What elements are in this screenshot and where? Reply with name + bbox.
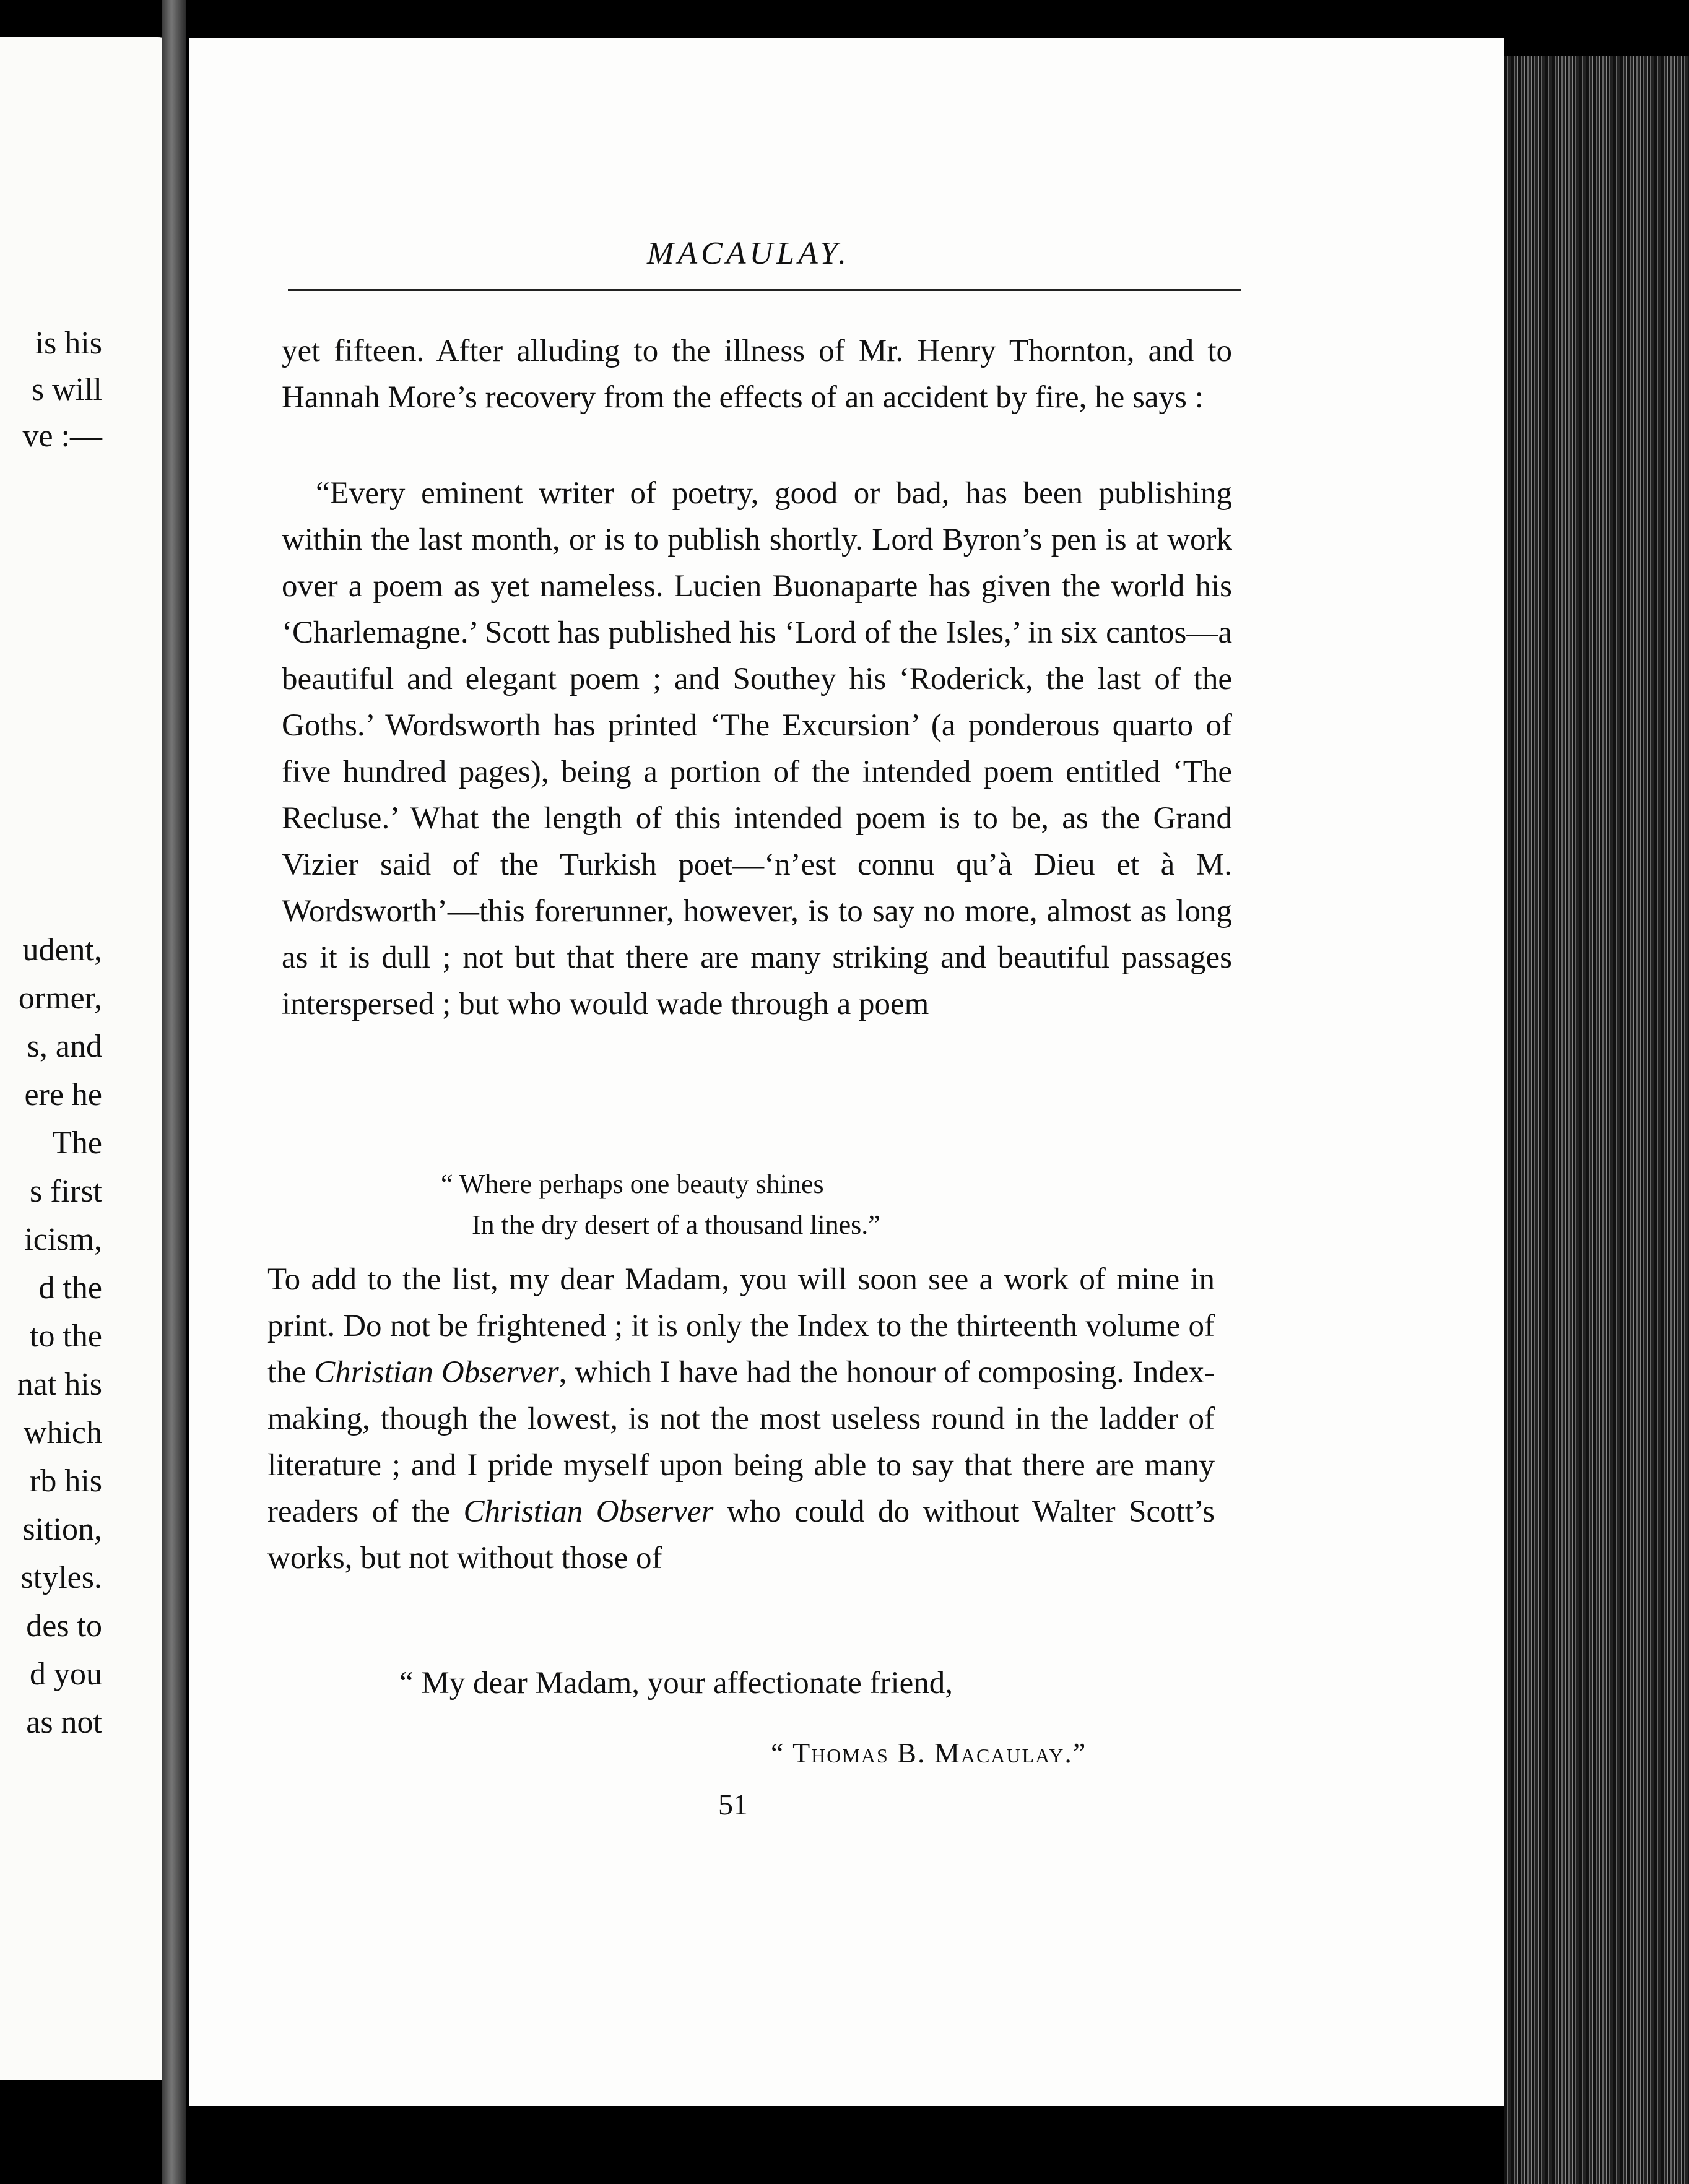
book-gutter xyxy=(162,0,186,2184)
previous-page-line: icism, xyxy=(24,1222,102,1257)
paragraph-index xyxy=(267,1257,1215,1582)
previous-page-line: sition, xyxy=(22,1512,102,1547)
poem-quotation xyxy=(441,1164,880,1246)
paragraph-opening: yet fifteen. After alluding to the illness of Mr. Henry Thornton, and to Hannah More’s recovery from the effects of an accident by fire, he says : xyxy=(282,334,1232,415)
previous-page-line: ormer, xyxy=(18,981,102,1016)
previous-page-line: nat his xyxy=(17,1367,102,1402)
page-edges xyxy=(1504,56,1689,2184)
paragraph-text: , which I have had the honour of composing. Index-making, though the lowest, is not the most useless round in the ladder of literature ; and I pride myself upon being able to say that there are many readers of the xyxy=(267,1355,1215,1529)
previous-page-line: des to xyxy=(26,1608,102,1644)
previous-page-line: as not xyxy=(26,1705,102,1740)
previous-page-line: s first xyxy=(30,1174,102,1209)
previous-page-line: The xyxy=(52,1125,102,1161)
header-rule xyxy=(288,289,1241,291)
page-number: 51 xyxy=(718,1788,748,1821)
book-title: Christian Observer xyxy=(463,1494,714,1529)
paragraph-text: To add to the list, my dear Madam, you will soon see a work of mine in print. Do not be frightened ; it is only the Index to the thirteenth volume of the xyxy=(267,1262,1215,1390)
running-head: MACAULAY. xyxy=(647,236,851,271)
previous-page-line: ere he xyxy=(24,1077,102,1112)
previous-page-line: udent, xyxy=(22,932,102,968)
previous-page-line: rb his xyxy=(30,1463,102,1499)
poem-line: In the dry desert of a thousand lines.” xyxy=(472,1210,880,1240)
book-title: Christian Observer xyxy=(314,1355,559,1390)
previous-page-line: which xyxy=(23,1415,102,1450)
letter-closing: “ My dear Madam, your affectionate friend, xyxy=(399,1666,953,1701)
previous-page-line: d you xyxy=(30,1657,102,1692)
previous-page-line: s will xyxy=(31,372,102,407)
previous-page-line: to the xyxy=(30,1319,102,1354)
poem-line: “ Where perhaps one beauty shines xyxy=(441,1169,824,1199)
paragraph-text: who could do without Walter Scott’s works, but not without those of xyxy=(267,1494,1215,1575)
previous-page-line: is his xyxy=(35,326,102,361)
letter-signature: “ Thomas B. Macaulay.” xyxy=(771,1737,1087,1769)
previous-page-line: ve :— xyxy=(22,418,102,454)
previous-page-line: d the xyxy=(38,1270,102,1306)
paragraph-letter-quote: “Every eminent writer of poetry, good or bad, has been publishing within the last month, or is to publish shortly. Lord Byron’s pen is at work over a poem as yet nameless. Lucien Buonaparte has given the world his ‘Charlemagne.’ Scott has published his ‘Lord of the Isles,’ in six cantos—a beautiful and elegant poem ; and Southey his ‘Roderick, the last of the Goths.’ Wordsworth has printed ‘The Excursion’ (a ponderous quarto of five hundred pages), being a portion of the intended poem entitled ‘The Recluse.’ What the length of this intended poem is to be, as the Grand Vizier said of the Turkish poet—‘n’est connu qu’à Dieu et à M. Wordsworth’—this forerunner, however, is to say no more, almost as long as it is dull ; not but that there are many striking and beautiful passages interspersed ; but who would wade through a poem xyxy=(282,476,1232,1021)
previous-page-line: styles. xyxy=(20,1560,102,1595)
previous-page-line: s, and xyxy=(27,1029,102,1064)
previous-page xyxy=(0,37,176,2080)
